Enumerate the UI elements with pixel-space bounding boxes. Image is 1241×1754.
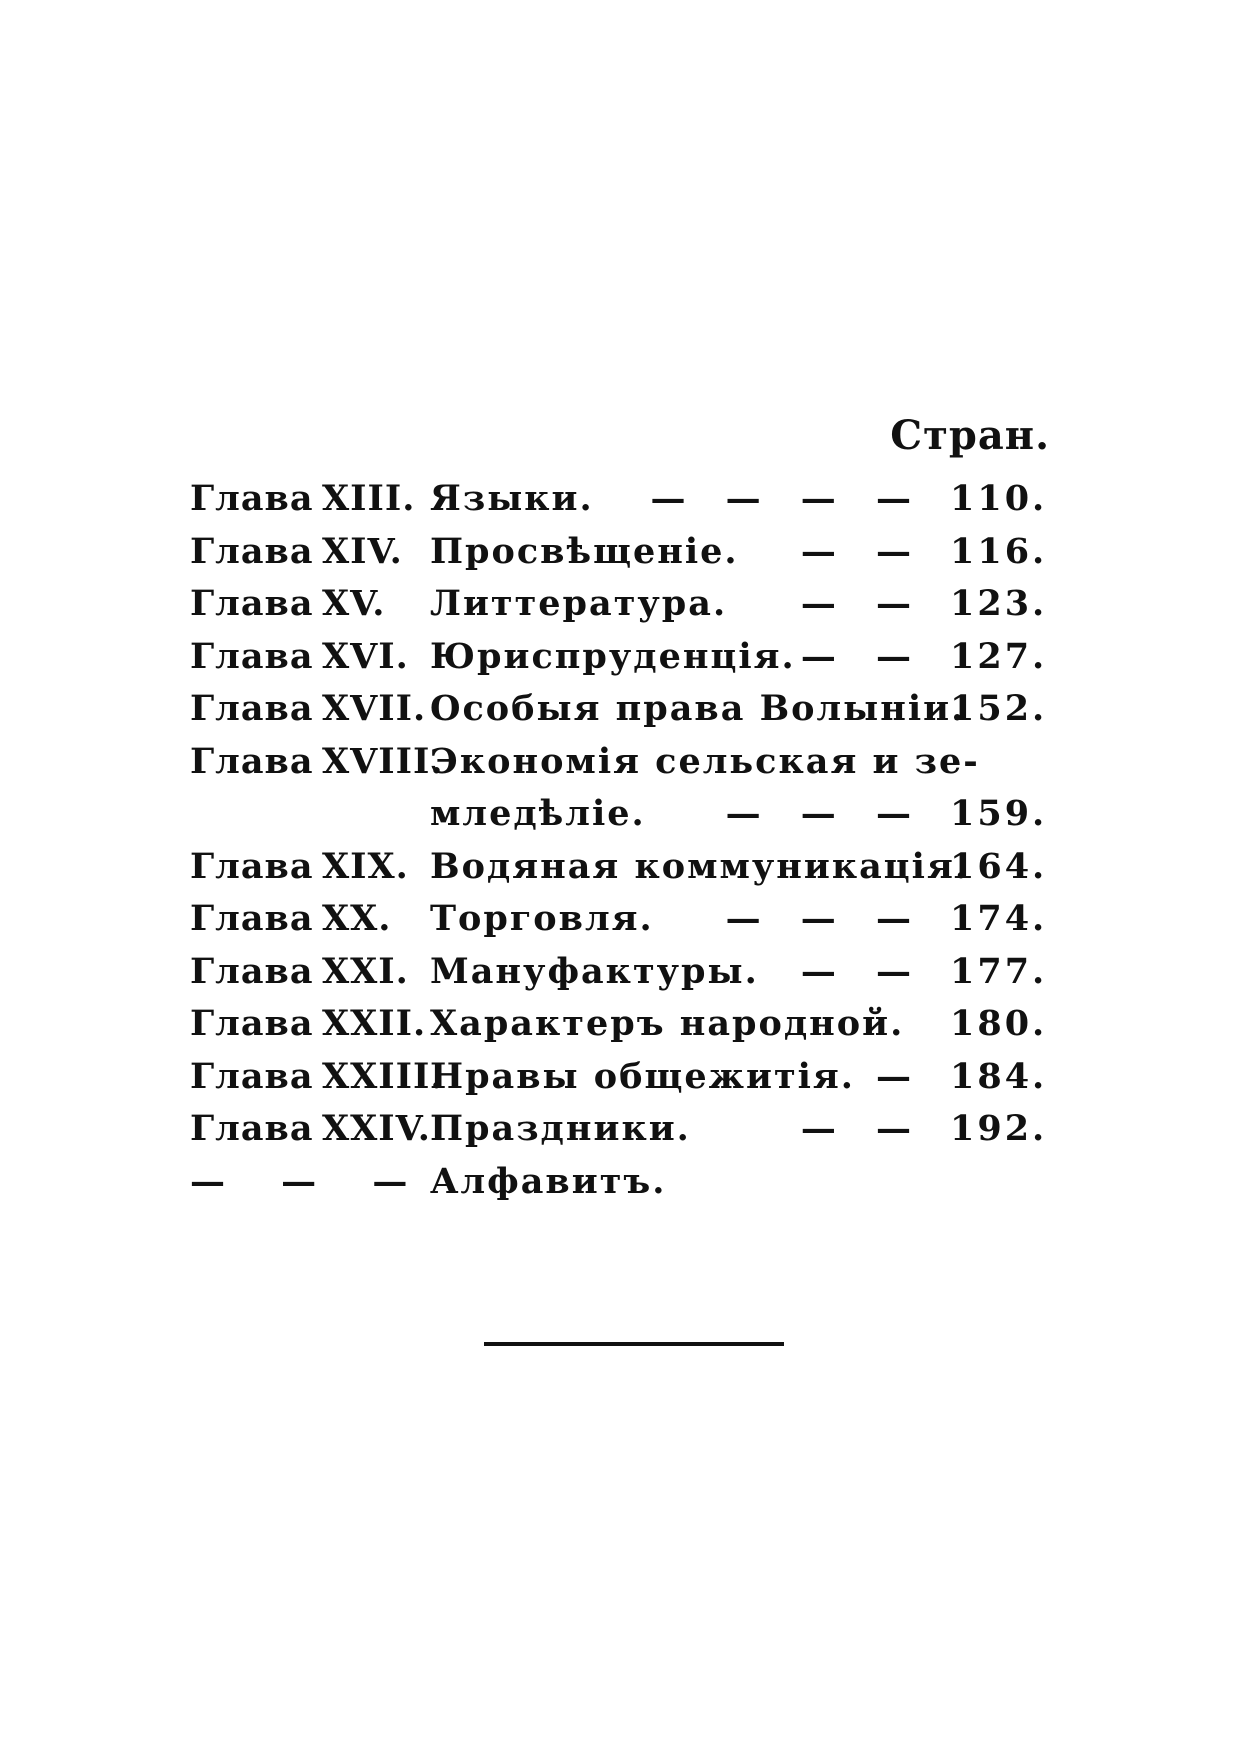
leader-dashes: — —: [800, 950, 925, 992]
toc-entry: [190, 1056, 1060, 1109]
page-number: 164.: [950, 845, 1048, 887]
chapter-title: Мануфактуры.: [430, 950, 759, 992]
chapter-numeral: XVII.: [322, 688, 427, 729]
toc-entry-alphabet: [190, 1161, 1060, 1214]
toc-entry: [190, 531, 1060, 584]
leader-dashes: — — —: [190, 1160, 430, 1202]
toc-entry-continuation: [190, 793, 1060, 846]
chapter-label: Глава: [190, 950, 314, 992]
toc-entry: [190, 688, 1060, 741]
leader-dashes: — — —: [725, 793, 925, 834]
page-column-header: Стран.: [890, 412, 1050, 459]
chapter-title: Литтература.: [430, 583, 728, 624]
page-number: 123.: [950, 583, 1048, 624]
chapter-label: Глава: [190, 1108, 314, 1149]
chapter-label: Глава: [190, 635, 314, 677]
chapter-numeral: XIII.: [322, 478, 416, 519]
chapter-label: Глава: [190, 1055, 314, 1097]
page-number: 110.: [950, 478, 1048, 519]
chapter-label: Глава: [190, 1003, 314, 1044]
leader-dashes: — —: [800, 1108, 925, 1149]
chapter-numeral: XXI.: [322, 950, 409, 992]
chapter-title: Нравы общежитія.: [430, 1055, 855, 1097]
leader-dashes: — — —: [725, 898, 925, 939]
chapter-label: Глава: [190, 583, 314, 624]
toc-entry: [190, 1108, 1060, 1161]
divider-rule: [484, 1342, 784, 1346]
chapter-label: Глава: [190, 478, 314, 519]
page-number: 177.: [950, 950, 1048, 992]
toc-entry: [190, 636, 1060, 689]
leader-dashes: — —: [800, 635, 925, 677]
chapter-label: Глава: [190, 898, 314, 939]
chapter-numeral: XXII.: [322, 1003, 427, 1044]
chapter-numeral: XX.: [322, 898, 392, 939]
chapter-title: Праздники.: [430, 1108, 691, 1149]
chapter-numeral: XVI.: [322, 635, 409, 677]
chapter-title: Характеръ народной.: [430, 1003, 905, 1044]
chapter-label: Глава: [190, 740, 314, 782]
chapter-title: Торговля.: [430, 898, 654, 939]
chapter-label: Глава: [190, 530, 314, 572]
chapter-title: Просвѣщеніе.: [430, 530, 739, 572]
toc-entry: [190, 1003, 1060, 1056]
index-title: Алфавитъ.: [430, 1160, 667, 1202]
page-number: 184.: [950, 1055, 1048, 1097]
chapter-title: Водяная коммуникація.: [430, 845, 970, 887]
page-number: 159.: [950, 793, 1048, 834]
chapter-numeral: XIX.: [322, 845, 409, 887]
toc-entry: [190, 478, 1060, 531]
page-number: 192.: [950, 1108, 1048, 1149]
leader-dashes: — —: [800, 583, 925, 624]
chapter-title: Особыя права Волыніи.: [430, 688, 966, 729]
chapter-numeral: XIV.: [322, 530, 403, 572]
page-number: 116.: [950, 530, 1048, 572]
leader-dashes: — — — —: [650, 478, 925, 519]
chapter-title: Экономія сельская и зе-: [430, 740, 980, 782]
page-number: 174.: [950, 898, 1048, 939]
chapter-numeral: XXIII.: [322, 1055, 444, 1097]
page-number: 127.: [950, 635, 1048, 677]
chapter-label: Глава: [190, 845, 314, 887]
page-number: 152.: [950, 688, 1048, 729]
toc-entry: [190, 846, 1060, 899]
chapter-title: Юриспруденція.: [430, 635, 796, 677]
toc-entry: [190, 583, 1060, 636]
chapter-title: Языки.: [430, 478, 594, 519]
leader-dashes: — —: [800, 530, 925, 572]
leader-dashes: —: [876, 1055, 925, 1097]
page-number: 180.: [950, 1003, 1048, 1044]
chapter-label: Глава: [190, 688, 314, 729]
chapter-numeral: XXIV.: [322, 1108, 431, 1149]
chapter-title: мледѣліе.: [430, 793, 646, 834]
toc-entry: [190, 951, 1060, 1004]
chapter-numeral: XV.: [322, 583, 386, 624]
toc-entry: [190, 898, 1060, 951]
toc-entry: [190, 741, 1060, 794]
table-of-contents: [190, 478, 1060, 1213]
chapter-numeral: XVIII.: [322, 740, 444, 782]
